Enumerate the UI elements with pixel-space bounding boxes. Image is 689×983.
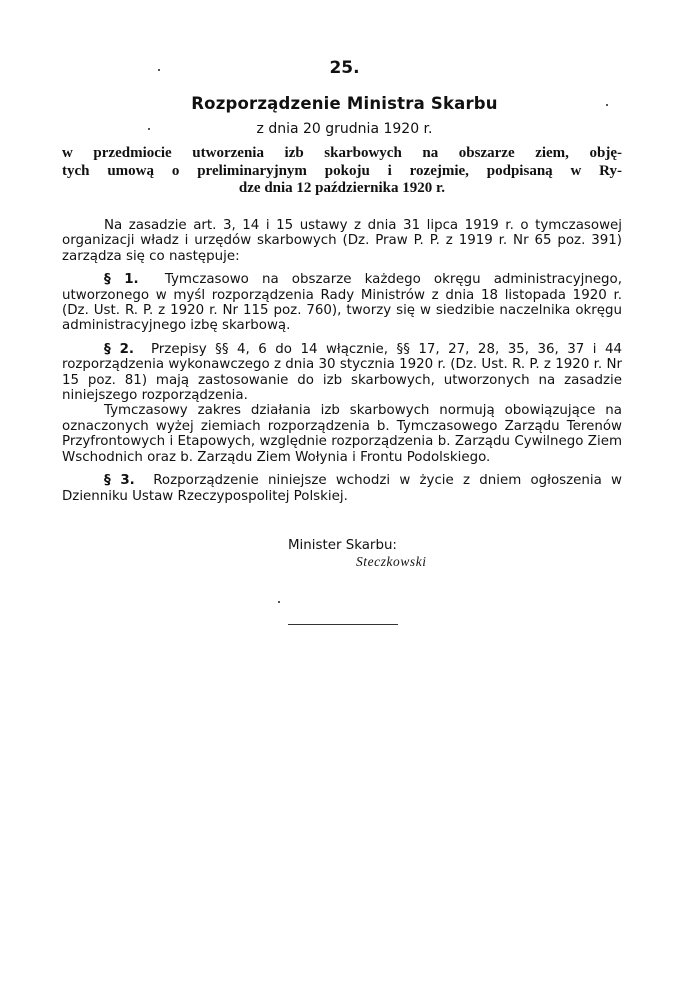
subject-line: dze dnia 12 października 1920 r. [238, 180, 446, 196]
preamble-paragraph: Na zasadzie art. 3, 14 i 15 ustawy z dnia 31 lipca 1919 r. o tymczasowej organizacji władz i urzędów skarbowych (Dz. Praw P. P. z 1919 r. Nr 65 poz. 391) zarządza się co następuje: [62, 218, 622, 264]
page-number: 25. [329, 58, 360, 78]
scan-speck [148, 128, 150, 130]
section-1-paragraph [62, 272, 622, 334]
signature-block [288, 538, 427, 570]
section-3-marker: § 3. [104, 473, 135, 489]
section-2-paragraph [62, 342, 622, 404]
signature-role: Minister Skarbu: [288, 538, 397, 553]
document-body [62, 218, 622, 504]
subject-line: w przedmiocie utworzenia izb skarbowych na obszarze ziem, obję- [62, 145, 622, 161]
section-1-text: Tymczasowo na obszarze każdego okręgu administracyjnego, utworzonego w myśl rozporządzenia Rady Ministrów z dnia 18 listopada 1920 r. (Dz. Ust. R. P. z 1920 r. Nr 115 poz. 760), tworzy się w siedzibie naczelnika okręgu administracyjnego izbę skarbową. [62, 272, 623, 334]
scan-speck [158, 69, 160, 71]
section-2-marker: § 2. [104, 341, 134, 357]
section-3-paragraph [62, 473, 622, 504]
closing-rule [288, 624, 398, 625]
section-1-marker: § 1. [104, 272, 139, 288]
signature-name: Steczkowski [356, 554, 427, 569]
section-3-text: Rozporządzenie niniejsze wchodzi w życie z dniem ogłoszenia w Dzienniku Ustaw Rzeczypospolitej Polskiej. [62, 473, 622, 504]
scan-speck [278, 601, 280, 603]
subject-heading [62, 145, 622, 198]
section-2-continuation: Tymczasowy zakres działania izb skarbowych normują obowiązujące na oznaczonych wyżej ziemiach rozporządzenia b. Tymczasowego Zarządu Terenów Przyfrontowych i Etapowych, względnie rozporządzenia b. Zarządu Cywilnego Ziem Wschodnich oraz b. Zarządu Ziem Wołynia i Frontu Podolskiego. [62, 403, 622, 465]
section-2-text: Przepisy §§ 4, 6 do 14 włącznie, §§ 17, 27, 28, 35, 36, 37 i 44 rozporządzenia wykonawczego z dnia 30 stycznia 1920 r. (Dz. Ust. R. P. z 1920 r. Nr 15 poz. 81) mają zastosowanie do izb skarbowych, utworzonych na zasadzie niniejszego rozporządzenia. [62, 341, 622, 404]
document-title: Rozporządzenie Ministra Skarbu [191, 94, 498, 113]
scan-speck [606, 104, 608, 106]
date-line: z dnia 20 grudnia 1920 r. [256, 121, 433, 137]
subject-line: tych umową o preliminaryjnym pokoju i rozejmie, podpisaną w Ry- [62, 162, 622, 179]
